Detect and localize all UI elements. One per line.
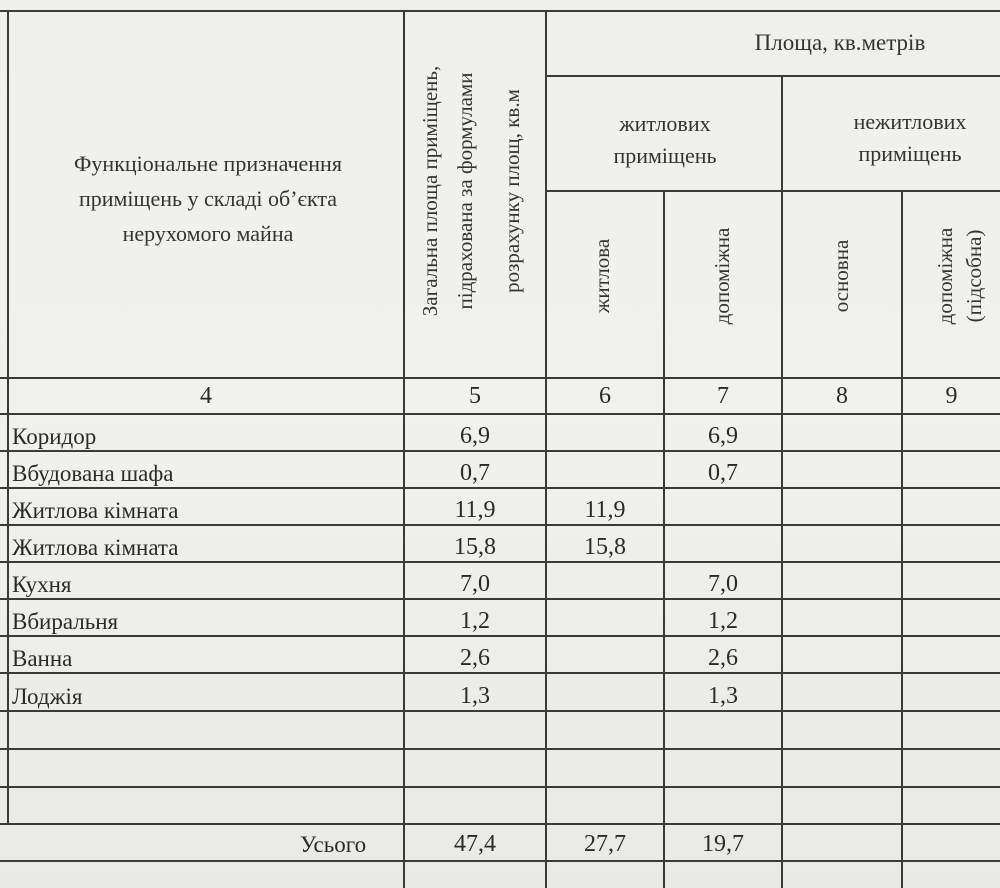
row-name: Вбиральня	[12, 609, 119, 634]
column-number: 9	[945, 383, 958, 409]
row-auxiliary-area: 6,9	[708, 423, 738, 449]
rule-row	[0, 524, 1000, 526]
row-living-area: 15,8	[584, 534, 626, 560]
rule-row	[0, 561, 1000, 563]
row-name: Вбудована шафа	[12, 461, 174, 486]
row-total-area: 11,9	[454, 497, 496, 523]
header-main: основна	[829, 239, 853, 313]
row-name: Житлова кімната	[12, 498, 179, 523]
header-total-area-line1: Загальна площа приміщень,	[418, 65, 442, 317]
header-area-group: Площа, кв.метрів	[754, 30, 926, 55]
rule-left	[7, 10, 9, 823]
row-name: Лоджія	[12, 684, 83, 709]
row-total-area: 0,7	[460, 460, 490, 486]
column-number: 4	[200, 383, 212, 409]
rule-row	[0, 672, 1000, 674]
rule-row	[0, 748, 1000, 750]
totals-auxiliary-area: 19,7	[702, 831, 744, 857]
row-total-area: 1,2	[460, 608, 490, 634]
header-aux-utility-line2: (підсобна)	[962, 229, 986, 323]
column-number: 6	[599, 383, 611, 409]
header-aux-utility-line1: допоміжна	[933, 227, 957, 325]
totals-total-area: 47,4	[454, 831, 496, 857]
rule-row	[0, 710, 1000, 712]
header-total-area-line2: підрахована за формулами	[453, 72, 477, 310]
rule-row	[0, 487, 1000, 489]
totals-label: Усього	[300, 832, 367, 857]
row-total-area: 1,3	[460, 683, 490, 709]
header-residential: житлових приміщень	[613, 111, 717, 168]
rule-row	[0, 450, 1000, 452]
header-function: Функціональне призначення приміщень у складі об’єкта нерухомого майна	[74, 151, 342, 246]
row-living-area: 11,9	[584, 497, 626, 523]
row-auxiliary-area: 2,6	[708, 645, 738, 671]
row-name: Житлова кімната	[12, 535, 179, 560]
rule-row	[0, 413, 1000, 415]
row-name: Коридор	[12, 424, 97, 449]
rule-header-bottom	[0, 377, 1000, 379]
row-total-area: 2,6	[460, 645, 490, 671]
row-name: Кухня	[12, 572, 72, 597]
row-auxiliary-area: 1,2	[708, 608, 738, 634]
row-auxiliary-area: 1,3	[708, 683, 738, 709]
rule-row	[0, 786, 1000, 788]
header-nonresidential: нежитлових приміщень	[853, 109, 967, 166]
rule-row	[0, 860, 1000, 862]
header-living: житлова	[590, 238, 614, 314]
column-number: 5	[469, 383, 481, 409]
rule-col7-left	[663, 190, 665, 888]
rule-col9-left	[901, 190, 903, 888]
rule-row	[0, 598, 1000, 600]
column-number: 7	[717, 383, 729, 409]
rule-row	[0, 823, 1000, 825]
row-name: Ванна	[12, 646, 73, 671]
row-auxiliary-area: 7,0	[708, 571, 738, 597]
row-auxiliary-area: 0,7	[708, 460, 738, 486]
header-auxiliary: допоміжна	[710, 227, 734, 325]
rule-row	[0, 635, 1000, 637]
column-number: 8	[836, 383, 848, 409]
row-total-area: 15,8	[454, 534, 496, 560]
totals-living-area: 27,7	[584, 831, 626, 857]
header-total-area-line3: розрахунку площ, кв.м	[500, 89, 524, 293]
rule-col8-left	[781, 75, 783, 888]
row-total-area: 7,0	[460, 571, 490, 597]
rule-col6-left	[545, 10, 547, 888]
rule-area-group	[547, 75, 1000, 77]
rule-col5-left	[403, 10, 405, 888]
rule-top	[0, 10, 1000, 12]
row-total-area: 6,9	[460, 423, 490, 449]
